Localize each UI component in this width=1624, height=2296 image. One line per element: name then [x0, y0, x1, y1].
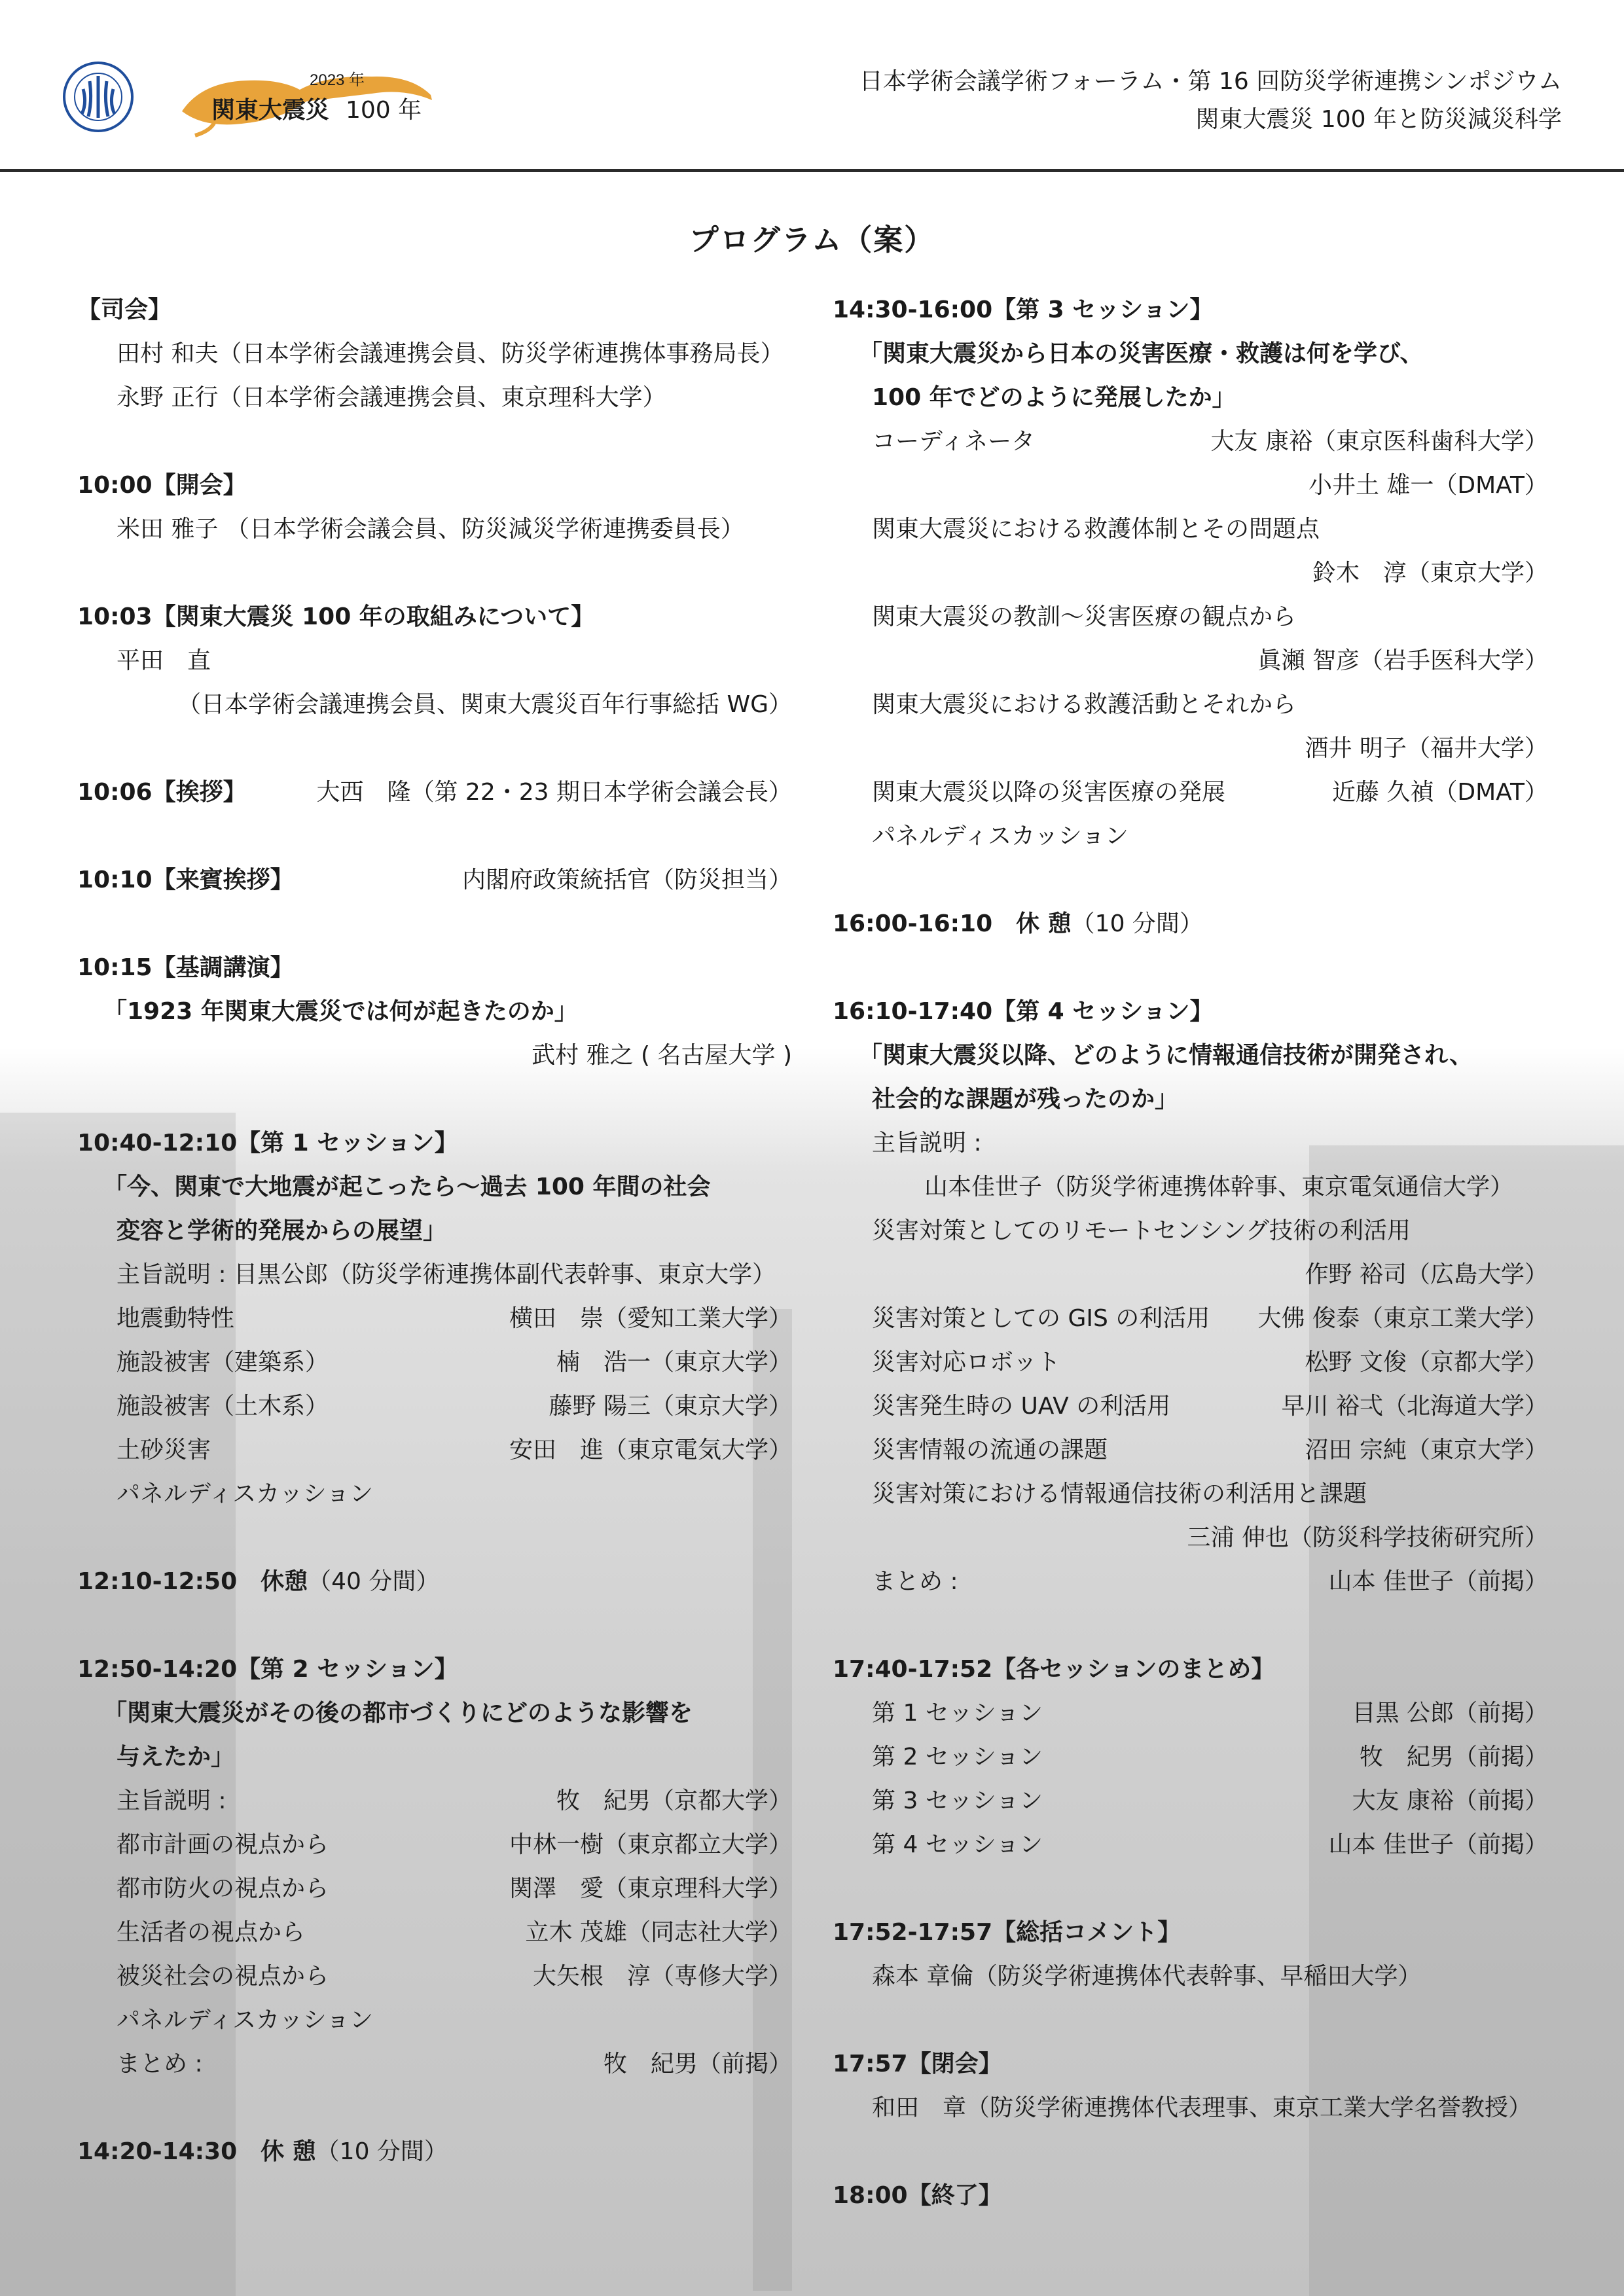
- closing-speaker: 和田 章（防災学術連携体代表理事、東京工業大学名誉教授）: [872, 2094, 1532, 2121]
- wrapup-heading: 17:40-17:52【各セッションのまとめ】: [833, 1656, 1275, 1683]
- break1-heading: 12:10-12:50 休憩: [77, 1568, 308, 1595]
- break1-duration: （40 分間）: [308, 1568, 440, 1595]
- session1-talk: 土砂災害 安田 進（東京電気大学）: [117, 1437, 792, 1463]
- chair-heading: 【司会】: [77, 296, 172, 323]
- session2-panel: パネルディスカッション: [117, 2007, 374, 2034]
- end-heading: 18:00【終了】: [833, 2182, 1002, 2209]
- initiative-affiliation: （日本学術会議連携会員、関東大震災百年行事総括 WG）: [177, 691, 792, 718]
- session3-talk-speaker: 酒井 明子（福井大学）: [1305, 735, 1548, 762]
- session2-talk: 都市防火の視点から 関澤 愛（東京理科大学）: [117, 1875, 792, 1902]
- kanto-earthquake-100-logo: [175, 62, 450, 147]
- wrapup-row: 第 1 セッション 目黒 公郎（前掲）: [872, 1700, 1548, 1727]
- opening-speaker: 米田 雅子 （日本学術会議会員、防災減災学術連携委員長）: [117, 516, 744, 543]
- initiative-speaker: 平田 直: [117, 647, 211, 674]
- session2-title: 「関東大震災がその後の都市づくりにどのような影響を: [103, 1700, 693, 1727]
- break3-duration: （10 分間）: [1071, 910, 1203, 937]
- session4-talk: 災害対策としての GIS の利活用 大佛 俊泰（東京工業大学）: [872, 1305, 1548, 1332]
- session3-talk-title: 関東大震災における救護活動とそれから: [872, 691, 1297, 718]
- session4-summary: まとめ : 山本 佳世子（前掲）: [872, 1568, 1548, 1595]
- session3-title: 100 年でどのように発展したか」: [872, 384, 1236, 411]
- svg-text:2023 年: 2023 年: [310, 71, 365, 89]
- guest-greeting-speaker: 内閣府政策統括官（防災担当）: [461, 867, 792, 893]
- session2-title: 与えたか」: [117, 1744, 235, 1770]
- header-divider: [0, 169, 1624, 172]
- page-title: プログラム（案）: [689, 223, 935, 257]
- session3-coordinator: 小井土 雄一（DMAT）: [1308, 472, 1548, 499]
- session3-talk-speaker: 鈴木 淳（東京大学）: [1312, 560, 1548, 586]
- chair-person: 永野 正行（日本学術会議連携会員、東京理科大学）: [117, 384, 666, 411]
- session1-intro: 主旨説明 : 目黒公郎（防災学術連携体副代表幹事、東京大学）: [117, 1261, 776, 1288]
- svg-text:100 年: 100 年: [346, 97, 422, 124]
- session2-summary: まとめ : 牧 紀男（前掲）: [117, 2051, 792, 2077]
- session1-talk: 施設被害（土木系） 藤野 陽三（東京大学）: [117, 1393, 792, 1420]
- session4-talk-title: 災害対策における情報通信技術の利活用と課題: [872, 1480, 1367, 1507]
- session1-heading: 10:40-12:10【第 1 セッション】: [77, 1130, 458, 1157]
- session3-coordinator: コーディネータ 大友 康裕（東京医科歯科大学）: [872, 428, 1548, 455]
- session4-title: 「関東大震災以降、どのように情報通信技術が開発され、: [859, 1042, 1473, 1069]
- session3-talk-speaker: 眞瀬 智彦（岩手医科大学）: [1257, 647, 1548, 674]
- break1-row: [77, 1560, 792, 1604]
- program-left-column: [77, 288, 792, 2174]
- session2-talk: 生活者の視点から 立木 茂雄（同志社大学）: [117, 1919, 792, 1946]
- session4-talk: 災害発生時の UAV の利活用 早川 裕弌（北海道大学）: [872, 1393, 1548, 1420]
- session2-heading: 12:50-14:20【第 2 セッション】: [77, 1656, 458, 1683]
- chair-person: 田村 和夫（日本学術会議連携会員、防災学術連携体事務局長）: [117, 340, 784, 367]
- break3-heading: 16:00-16:10 休 憩: [833, 910, 1072, 937]
- session1-title: 変容と学術的発展からの展望」: [117, 1217, 447, 1244]
- greeting-speaker: 大西 隆（第 22・23 期日本学術会議会長）: [316, 779, 792, 806]
- header: [0, 0, 1624, 171]
- initiative-heading: 10:03【関東大震災 100 年の取組みについて】: [77, 603, 595, 630]
- closing-heading: 17:57【閉会】: [833, 2051, 1002, 2077]
- session1-talk: 施設被害（建築系） 楠 浩一（東京大学）: [117, 1349, 792, 1376]
- session4-heading: 16:10-17:40【第 4 セッション】: [833, 998, 1214, 1025]
- opening-heading: 10:00【開会】: [77, 472, 247, 499]
- session3-title: 「関東大震災から日本の災害医療・救護は何を学び、: [859, 340, 1424, 367]
- keynote-title: 「1923 年関東大震災では何が起きたのか」: [103, 998, 578, 1025]
- symposium-subtitle: 関東大震災 100 年と防災減災科学: [1195, 106, 1562, 133]
- session3-panel: パネルディスカッション: [872, 823, 1129, 850]
- session1-panel: パネルディスカッション: [117, 1480, 374, 1507]
- session4-title: 社会的な課題が残ったのか」: [872, 1086, 1179, 1113]
- science-council-seal-icon: [62, 51, 134, 143]
- header-event-title: [859, 63, 1562, 139]
- guest-greeting-heading: 10:10【来賓挨拶】: [77, 867, 294, 893]
- greeting-heading: 10:06【挨拶】: [77, 779, 247, 806]
- break3-row: [833, 902, 1548, 946]
- greeting-row: [77, 770, 792, 814]
- svg-text:関東大震災: 関東大震災: [211, 97, 330, 124]
- session3-heading: 14:30-16:00【第 3 セッション】: [833, 296, 1214, 323]
- break2-heading: 14:20-14:30 休 憩: [77, 2138, 316, 2165]
- keynote-speaker-row: [77, 1033, 792, 1077]
- wrapup-row: 第 2 セッション 牧 紀男（前掲）: [872, 1744, 1548, 1770]
- session3-talk-title: 関東大震災の教訓～災害医療の観点から: [872, 603, 1297, 630]
- wrapup-row: 第 3 セッション 大友 康裕（前掲）: [872, 1787, 1548, 1814]
- session2-talk: 主旨説明 : 牧 紀男（京都大学）: [117, 1787, 792, 1814]
- session3-talk-title: 関東大震災における救護体制とその問題点: [872, 516, 1320, 543]
- session2-talk: 被災社会の視点から 大矢根 淳（専修大学）: [117, 1963, 792, 1990]
- keynote-heading: 10:15【基調講演】: [77, 954, 294, 981]
- session4-intro-person: 山本佳世子（防災学術連携体幹事、東京電気通信大学）: [924, 1174, 1514, 1200]
- session1-title: 「今、関東で大地震が起こったら～過去 100 年間の社会: [103, 1174, 711, 1200]
- session4-talk: 災害情報の流通の課題 沼田 宗純（東京大学）: [872, 1437, 1548, 1463]
- session4-talk-speaker: 作野 裕司（広島大学）: [1305, 1261, 1548, 1288]
- forum-title: 日本学術会議学術フォーラム・第 16 回防災学術連携シンポジウム: [859, 68, 1562, 95]
- session2-talk: 都市計画の視点から 中林一樹（東京都立大学）: [117, 1831, 792, 1858]
- guest-greeting-row: [77, 858, 792, 902]
- comment-speaker: 森本 章倫（防災学術連携体代表幹事、早稲田大学）: [872, 1963, 1422, 1990]
- comment-heading: 17:52-17:57【総括コメント】: [833, 1919, 1182, 1946]
- wrapup-row: 第 4 セッション 山本 佳世子（前掲）: [872, 1831, 1548, 1858]
- session4-talk-title: 災害対策としてのリモートセンシング技術の利活用: [872, 1217, 1411, 1244]
- session3-talk: 関東大震災以降の災害医療の発展 近藤 久禎（DMAT）: [872, 779, 1548, 806]
- keynote-speaker: 武村 雅之 ( 名古屋大学 ): [532, 1042, 792, 1069]
- program-right-column: [833, 288, 1548, 2217]
- break2-row: [77, 2130, 792, 2174]
- break2-duration: （10 分間）: [316, 2138, 448, 2165]
- session4-talk: 災害対応ロボット 松野 文俊（京都大学）: [872, 1349, 1548, 1376]
- session1-talk: 地震動特性 横田 崇（愛知工業大学）: [117, 1305, 792, 1332]
- session4-talk-speaker: 三浦 伸也（防災科学技術研究所）: [1187, 1524, 1548, 1551]
- session4-intro-label: 主旨説明 :: [872, 1130, 982, 1157]
